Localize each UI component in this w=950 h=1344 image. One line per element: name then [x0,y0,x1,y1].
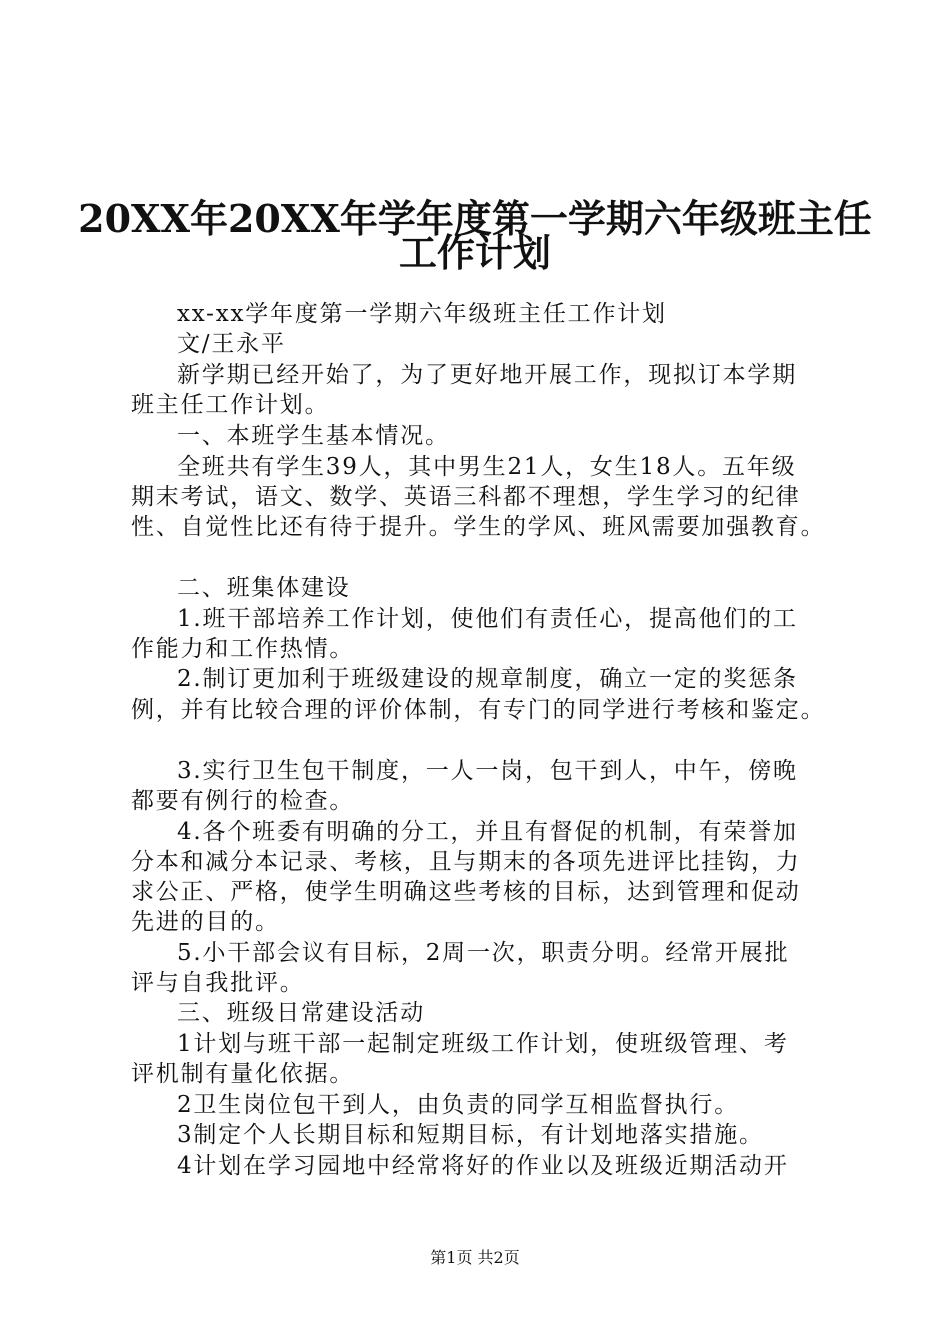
paragraph-line: 1.班干部培养工作计划，使他们有责任心，提高他们的工 [177,606,798,632]
paragraph-line: 1计划与班干部一起制定班级工作计划，使班级管理、考 [177,1031,789,1057]
paragraph-line: 新学期已经开始了，为了更好地开展工作，现拟订本学期 [177,362,797,388]
subtitle-line: xx-xx学年度第一学期六年级班主任工作计划 [177,301,667,327]
paragraph-line: 分本和减分本记录、考核，且与期末的各项先进评比挂钩，力 [131,849,801,875]
author-line: 文/王永平 [177,331,286,357]
section-heading-2: 二、班集体建设 [177,575,351,601]
paragraph-line: 求公正、严格，使学生明确这些考核的目标，达到管理和促动 [131,879,801,905]
page-footer: 第1页 共2页 [430,1248,520,1267]
paragraph-line: 期末考试，语文、数学、英语三科都不理想，学生学习的纪律 [131,484,801,510]
paragraph-line: 2.制订更加利于班级建设的规章制度，确立一定的奖惩条 [177,666,798,692]
paragraph-line: 3.实行卫生包干制度，一人一岗，包干到人，中午，傍晚 [177,758,798,784]
paragraph-line: 4计划在学习园地中经常将好的作业以及班级近期活动开 [177,1153,789,1179]
paragraph-line: 5.小干部会议有目标，2周一次，职责分明。经常开展批 [177,940,790,966]
paragraph-line: 作能力和工作热情。 [131,636,355,662]
paragraph-line: 2卫生岗位包干到人，由负责的同学互相监督执行。 [177,1092,740,1118]
section-heading-3: 三、班级日常建设活动 [177,1000,425,1026]
section-heading-1: 一、本班学生基本情况。 [177,423,450,449]
paragraph-line: 评机制有量化依据。 [131,1061,355,1087]
paragraph-line: 先进的目的。 [131,909,280,935]
document-title-line-2: 工作计划 [398,230,551,275]
paragraph-line: 4.各个班委有明确的分工，并且有督促的机制，有荣誉加 [177,819,798,845]
paragraph-line: 例，并有比较合理的评价体制，有专门的同学进行考核和鉴定。 [131,697,826,723]
paragraph-line: 班主任工作计划。 [131,392,330,418]
paragraph-line: 评与自我批评。 [131,970,305,996]
paragraph-line: 3制定个人长期目标和短期目标，有计划地落实措施。 [177,1122,764,1148]
paragraph-line: 性、自觉性比还有待于提升。学生的学风、班风需要加强教育。 [131,514,826,540]
paragraph-line: 全班共有学生39人，其中男生21人，女生18人。五年级 [177,454,797,480]
paragraph-line: 都要有例行的检查。 [131,788,355,814]
document-title-line-1: 20XX年20XX年学年度第一学期六年级班主任 [78,196,872,241]
